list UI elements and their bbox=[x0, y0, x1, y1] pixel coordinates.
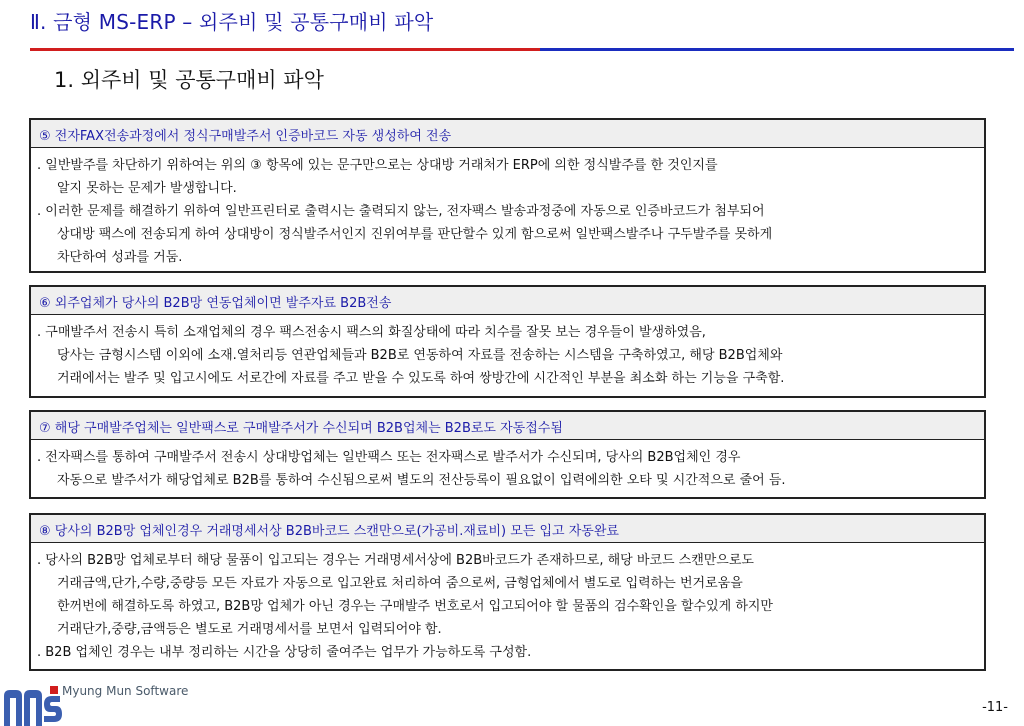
info-box-5 bbox=[29, 118, 986, 273]
header-divider bbox=[30, 48, 1014, 51]
section-title: 1. 외주비 및 공통구매비 파악 bbox=[54, 68, 324, 92]
box-heading: ⑥ 외주업체가 당사의 B2B망 연동업체이면 발주자료 B2B전송 bbox=[31, 287, 984, 315]
box-heading: ⑧ 당사의 B2B망 업체인경우 거래명세서상 B2B바코드 스캔만으로(가공비.재료비) 모든 입고 자동완료 bbox=[31, 515, 984, 543]
box-line: . 전자팩스를 통하여 구매발주서 전송시 상대방업체는 일반팩스 또는 전자팩스로 발주서가 수신되며, 당사의 B2B업체인 경우 bbox=[37, 450, 741, 465]
box-line: 알지 못하는 문제가 발생합니다. bbox=[57, 181, 237, 196]
box-line: . 당사의 B2B망 업체로부터 해당 물품이 입고되는 경우는 거래명세서상에 B2B바코드가 존재하므로, 해당 바코드 스캔만으로도 bbox=[37, 553, 754, 568]
header-title: Ⅱ. 금형 MS-ERP – 외주비 및 공통구매비 파악 bbox=[30, 10, 434, 34]
box-line: 거래에서는 발주 및 입고시에도 서로간에 자료를 주고 받을 수 있도록 하여 쌍방간에 시간적인 부분을 최소화 하는 기능을 구축함. bbox=[57, 371, 785, 386]
box-line: 당사는 금형시스템 이외에 소재.열처리등 연관업체들과 B2B로 연동하여 자료를 전송하는 시스템을 구축하였고, 해당 B2B업체와 bbox=[57, 348, 783, 363]
box-line: . B2B 업체인 경우는 내부 정리하는 시간을 상당히 줄여주는 업무가 가능하도록 구성함. bbox=[37, 645, 532, 660]
info-box-6 bbox=[29, 285, 986, 398]
box-line: 거래금액,단가,수량,중량등 모든 자료가 자동으로 입고완료 처리하여 줌으로써, 금형업체에서 별도로 입력하는 번거로움을 bbox=[57, 576, 743, 591]
header-divider-red bbox=[30, 48, 540, 51]
box-line: . 구매발주서 전송시 특히 소재업체의 경우 팩스전송시 팩스의 화질상태에 따라 치수를 잘못 보는 경우들이 발생하였음, bbox=[37, 325, 706, 340]
box-line: . 이러한 문제를 해결하기 위하여 일반프린터로 출력시는 출력되지 않는, 전자팩스 발송과정중에 자동으로 인증바코드가 첨부되어 bbox=[37, 204, 765, 219]
box-line: 자동으로 발주서가 해당업체로 B2B를 통하여 수신됨으로써 별도의 전산등록이 필요없이 입력에의한 오타 및 시간적으로 줄어 듬. bbox=[57, 473, 786, 488]
info-box-7 bbox=[29, 410, 986, 499]
box-line: 거래단가,중량,금액등은 별도로 거래명세서를 보면서 입력되어야 함. bbox=[57, 622, 442, 637]
box-line: 한꺼번에 해결하도록 하였고, B2B망 업체가 아닌 경우는 구매발주 번호로서 입고되어야 할 물품의 검수확인을 할수있게 하지만 bbox=[57, 599, 773, 614]
company-name: Myung Mun Software bbox=[62, 684, 189, 698]
box-heading: ⑦ 해당 구매발주업체는 일반팩스로 구매발주서가 수신되며 B2B업체는 B2B로도 자동접수됨 bbox=[31, 412, 984, 440]
info-box-8 bbox=[29, 513, 986, 671]
box-line: . 일반발주를 차단하기 위하여는 위의 ③ 항목에 있는 문구만으로는 상대방 거래처가 ERP에 의한 정식발주를 한 것인지를 bbox=[37, 158, 718, 173]
header-divider-blue bbox=[540, 48, 1014, 51]
page-number: -11- bbox=[982, 700, 1008, 715]
box-heading: ⑤ 전자FAX전송과정에서 정식구매발주서 인증바코드 자동 생성하여 전송 bbox=[31, 120, 984, 148]
box-line: 상대방 팩스에 전송되게 하여 상대방이 정식발주서인지 진위여부를 판단할수 있게 함으로써 일반팩스발주나 구두발주를 못하게 bbox=[57, 227, 773, 242]
box-line: 차단하여 성과를 거둠. bbox=[57, 250, 183, 265]
